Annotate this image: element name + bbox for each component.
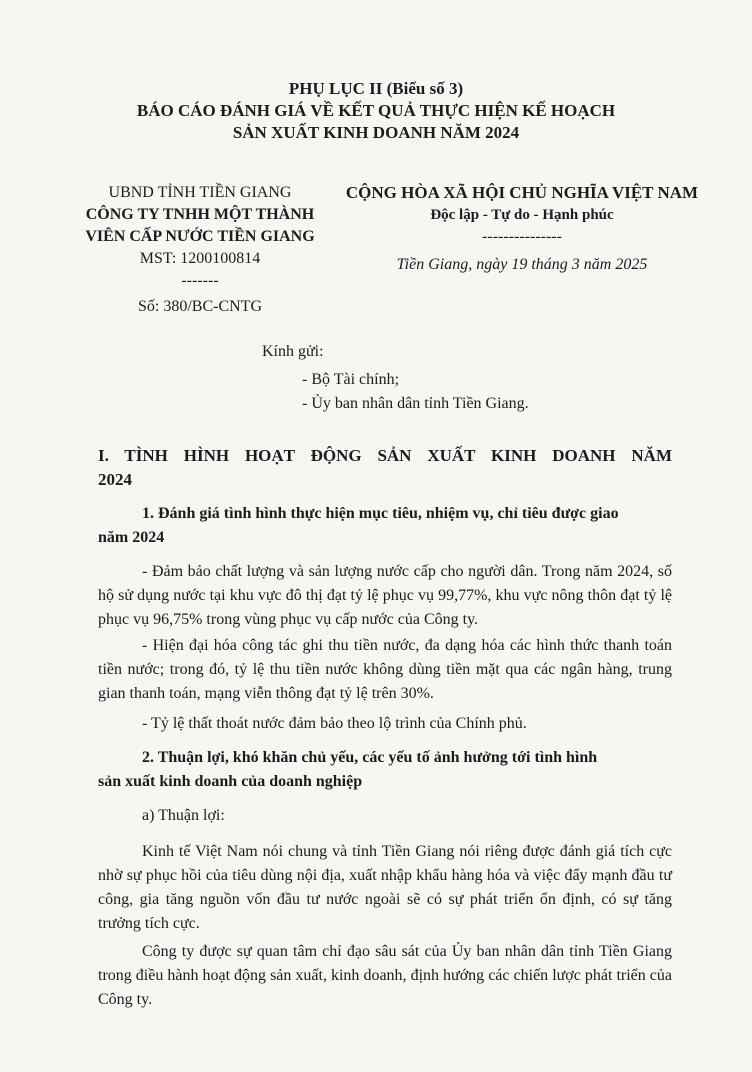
section-1-2-heading-line-2: sản xuất kinh doanh của doanh nghiệp <box>98 773 363 790</box>
paragraph-guidance: Công ty được sự quan tâm chỉ đạo sâu sát của Ủy ban nhân dân tỉnh Tiền Giang trong điều hành hoạt động sản xuất, kinh doanh, định hướng các chiến lược phát triển của Công ty. <box>98 943 672 1008</box>
motto-divider: --------------- <box>482 228 562 245</box>
nation-name: CỘNG HÒA XÃ HỘI CHỦ NGHĨA VIỆT NAM <box>345 183 699 202</box>
issuer-parent: UBND TỈNH TIỀN GIANG <box>108 184 292 201</box>
document-number: Số: 380/BC-CNTG <box>137 298 262 315</box>
section-1-2-heading-line-1: 2. Thuận lợi, khó khăn chủ yếu, các yếu tố ảnh hưởng tới tình hình <box>142 749 598 766</box>
section-1-1-heading-line-1: 1. Đánh giá tình hình thực hiện mục tiêu, nhiệm vụ, chỉ tiêu được giao <box>142 505 619 522</box>
paragraph-billing: - Hiện đại hóa công tác ghi thu tiền nước, đa dạng hóa các hình thức thanh toán tiền nước; trong đó, tỷ lệ thu tiền nước không dùng tiền mặt qua các ngân hàng, trung gian thanh toán, mạng viễn thông đạt tỷ lệ trên 30%. <box>98 637 672 702</box>
recipient-item: - Ủy ban nhân dân tỉnh Tiền Giang. <box>302 395 529 412</box>
section-1-heading-line-1: I. TÌNH HÌNH HOẠT ĐỘNG SẢN XUẤT KINH DOANH NĂM <box>98 446 672 465</box>
issuer-name-line-2: VIÊN CẤP NƯỚC TIỀN GIANG <box>85 228 315 245</box>
section-1-heading-line-2: 2024 <box>98 470 132 489</box>
title-line-1: PHỤ LỤC II (Biểu số 3) <box>288 79 464 98</box>
issuer-header <box>60 182 340 318</box>
section-1-1-heading-line-2: năm 2024 <box>98 529 165 546</box>
tax-code: MST: 1200100814 <box>139 250 261 267</box>
issue-date: Tiền Giang, ngày 19 tháng 3 năm 2025 <box>396 256 648 273</box>
paragraph-economy: Kinh tế Việt Nam nói chung và tỉnh Tiền Giang nói riêng được đánh giá tích cực nhờ sự phục hồi của tiêu dùng nội địa, xuất nhập khẩu hàng hóa và việc đẩy mạnh đầu tư công, gia tăng nguồn vốn đầu tư nước ngoài sẽ có sự phát triển ổn định, có sự tăng trưởng tích cực. <box>98 843 672 932</box>
recipients-label: Kính gửi: <box>262 343 324 360</box>
issuer-divider: ------- <box>181 272 219 289</box>
issuer-name-line-1: CÔNG TY TNHH MỘT THÀNH <box>85 206 315 223</box>
national-motto: Độc lập - Tự do - Hạnh phúc <box>430 207 614 223</box>
national-header <box>322 182 722 276</box>
title-line-3: SẢN XUẤT KINH DOANH NĂM 2024 <box>232 123 520 142</box>
section-1-1-heading <box>98 502 672 550</box>
paragraph-service-rate: - Đảm bảo chất lượng và sản lượng nước cấp cho người dân. Trong năm 2024, số hộ sử dụng nước tại khu vực đô thị đạt tỷ lệ phục vụ 99,77%, khu vực nông thôn đạt tỷ lệ phục vụ 96,75% trong vùng phục vụ cấp nước của Công ty. <box>98 563 672 628</box>
section-1-heading <box>98 444 672 492</box>
document-title <box>0 78 752 144</box>
recipient-item: - Bộ Tài chính; <box>302 371 400 388</box>
section-1-2-heading <box>98 746 672 794</box>
paragraph-water-loss: - Tỷ lệ thất thoát nước đảm bảo theo lộ trình của Chính phủ. <box>142 715 527 732</box>
subheading-advantages: a) Thuận lợi: <box>142 807 225 824</box>
title-line-2: BÁO CÁO ĐÁNH GIÁ VỀ KẾT QUẢ THỰC HIỆN KẾ HOẠCH <box>136 101 616 120</box>
